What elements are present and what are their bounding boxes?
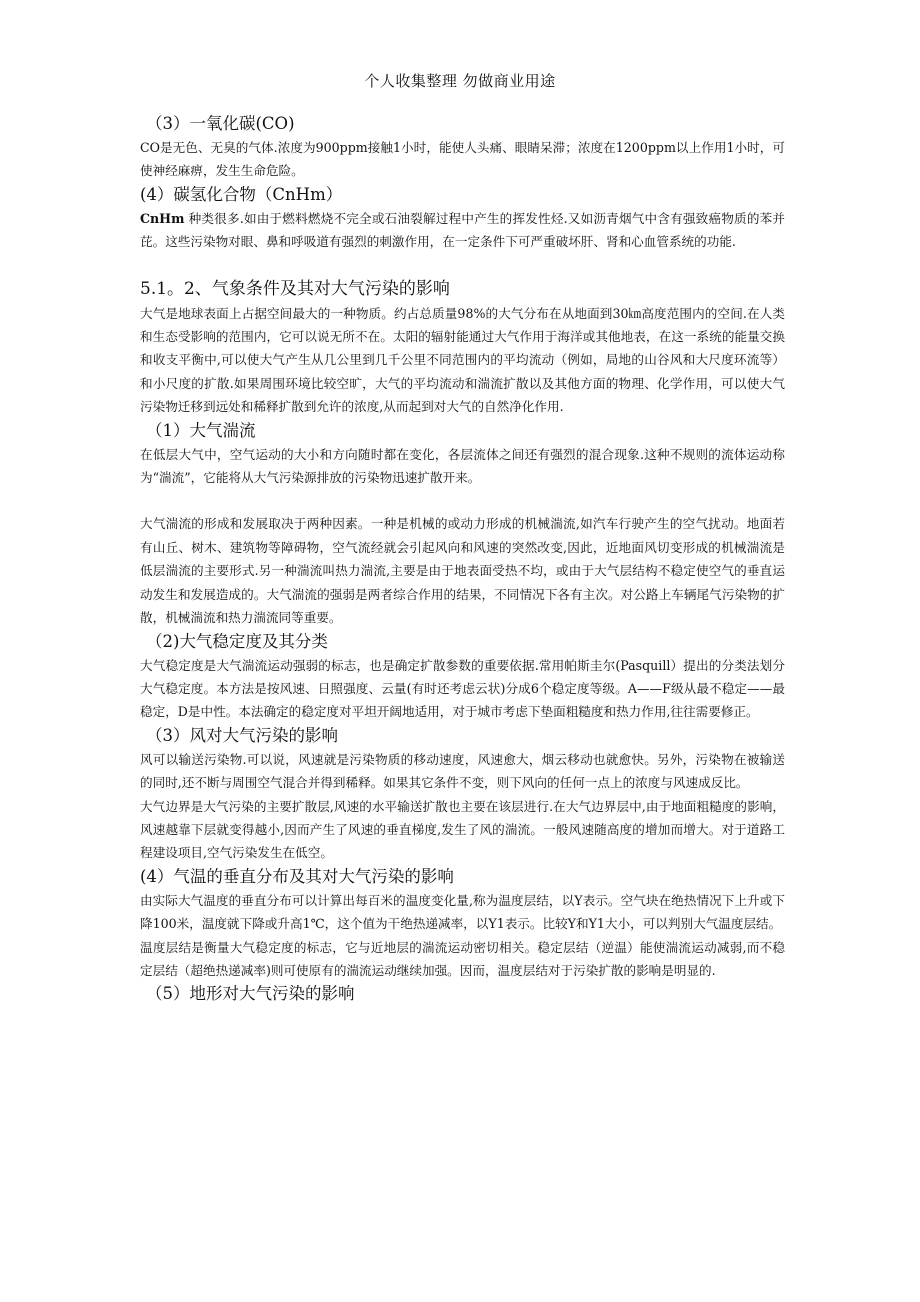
heading-temperature: (4）气温的垂直分布及其对大气污染的影响 xyxy=(140,866,454,886)
paragraph-cnhm xyxy=(140,207,785,254)
term-cnhm: CnHm xyxy=(140,210,185,226)
paragraph-co: CO是无色、无臭的气体.浓度为900ppm接触1小时，能使人头痛、眼睛呆滞；浓度在1200ppm以上作用1小时，可使神经麻痹，发生生命危险。 xyxy=(140,140,785,179)
heading-stability: （2)大气稳定度及其分类 xyxy=(146,631,328,651)
document-body xyxy=(140,112,785,1006)
heading-terrain: （5）地形对大气污染的影响 xyxy=(146,984,355,1004)
heading-wind: （3）风对大气污染的影响 xyxy=(146,725,338,745)
paragraph-wind-2: 大气边界是大气污染的主要扩散层,风速的水平输送扩散也主要在该层进行.在大气边界层中,由于地面粗糙度的影响，风速越靠下层就变得越小,因而产生了风速的垂直梯度,发生了风的湍流。一般风速随高度的增加而增大。对于道路工程建设项目,空气污染发生在低空。 xyxy=(140,798,785,861)
heading-co: （3）一氧化碳(CO) xyxy=(146,114,295,133)
page-header: 个人收集整理 勿做商业用途 xyxy=(364,72,556,90)
paragraph-wind-1: 风可以输送污染物.可以说，风速就是污染物质的移动速度，风速愈大，烟云移动也就愈快。另外，污染物在被输送的同时,还不断与周围空气混合并得到稀释。如果其它条件不变，则下风向的任何一点上的浓度与风速成反比。 xyxy=(140,751,785,791)
paragraph-cnhm-text: 种类很多.如由于燃料燃烧不完全或石油裂解过程中产生的挥发性烃.又如沥青烟气中含有强致癌物质的苯并芘。这些污染物对眼、鼻和呼吸道有强烈的刺激作用，在一定条件下可严重破坏肝、肾和心血管系统的功能. xyxy=(140,210,785,250)
heading-cnhm: (4）碳氢化合物（CnHm） xyxy=(140,184,343,204)
heading-turbulence: （1）大气湍流 xyxy=(146,420,256,440)
heading-section-5-1-2: 5.1。2、气象条件及其对大气污染的影响 xyxy=(140,278,450,299)
paragraph-turbulence-2: 大气湍流的形成和发展取决于两种因素。一种是机械的或动力形成的机械湍流,如汽车行驶产生的空气扰动。地面若有山丘、树木、建筑物等障碍物，空气流经就会引起风向和风速的突然改变,因此，近地面风切变形成的机械湍流是低层湍流的主要形式.另一种湍流叫热力湍流,主要是由于地表面受热不均，或由于大气层结构不稳定使空气的垂直运动发生和发展造成的。大气湍流的强弱是两者综合作用的结果，不同情况下各有主次。对公路上车辆尾气污染物的扩散，机械湍流和热力湍流同等重要。 xyxy=(140,516,785,626)
paragraph-temperature-1: 由实际大气温度的垂直分布可以计算出每百米的温度变化量,称为温度层结，以Y表示。空气块在绝热情况下上升或下降100米，温度就下降或升高1℃，这个值为干绝热递减率，以Y1表示。比较Y和Y1大小，可以判别大气温度层结。 xyxy=(140,892,785,932)
paragraph-stability: 大气稳定度是大气湍流运动强弱的标志，也是确定扩散参数的重要依据.常用帕斯圭尔(Pasquill）提出的分类法划分大气稳定度。本方法是按风速、日照强度、云量(有时还考虑云状)分成6个稳定度等级。A——F级从最不稳定——最稳定，D是中性。本法确定的稳定度对平坦开阔地适用，对于城市考虑下垫面粗糙度和热力作用,往往需要修正。 xyxy=(140,657,785,720)
paragraph-turbulence-1: 在低层大气中，空气运动的大小和方向随时都在变化，各层流体之间还有强烈的混合现象.这种不规则的流体运动称为“湍流”，它能将从大气污染源排放的污染物迅速扩散开来。 xyxy=(140,446,785,486)
blank-line xyxy=(140,489,785,512)
paragraph-atmosphere: 大气是地球表面上占据空间最大的一种物质。约占总质量98%的大气分布在从地面到30㎞高度范围内的空间.在人类和生态受影响的范围内，它可以说无所不在。太阳的辐射能通过大气作用于海洋或其他地表，在这一系统的能量交换和收支平衡中,可以使大气产生从几公里到几千公里不同范围内的平均流动（例如，局地的山谷风和大尺度环流等）和小尺度的扩散.如果周围环境比较空旷，大气的平均流动和湍流扩散以及其他方面的物理、化学作用，可以使大气污染物迁移到远处和稀释扩散到允许的浓度,从而起到对大气的自然净化作用. xyxy=(140,305,785,415)
paragraph-temperature-2: 温度层结是衡量大气稳定度的标志，它与近地层的湍流运动密切相关。稳定层结（逆温）能使湍流运动减弱,而不稳定层结（超绝热递减率)则可使原有的湍流运动继续加强。因而，温度层结对于污染扩散的影响是明显的. xyxy=(140,939,785,978)
